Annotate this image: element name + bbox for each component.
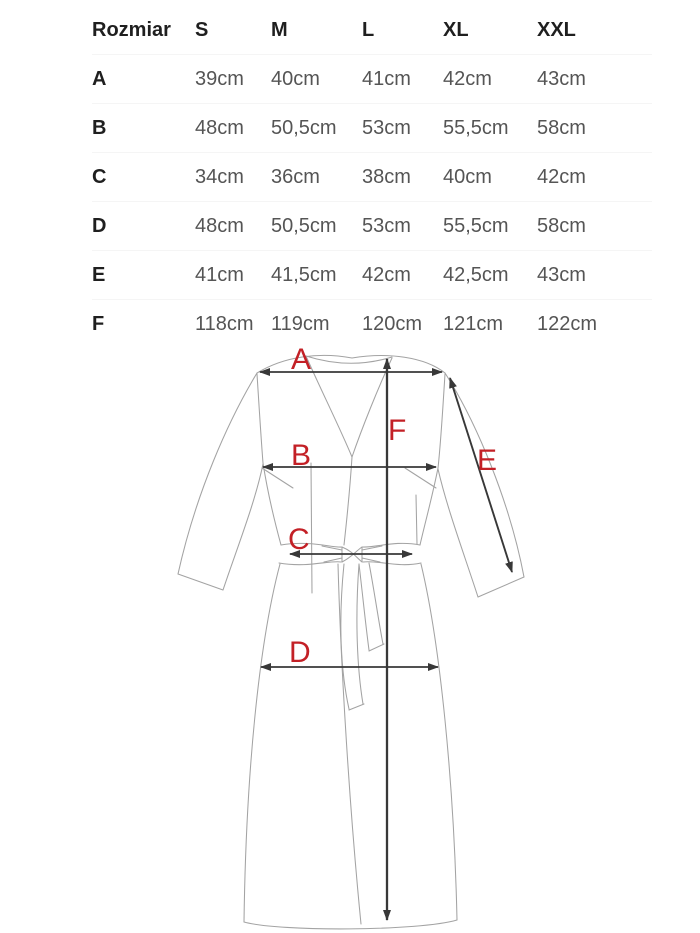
measurement-value: 53cm xyxy=(362,214,411,237)
size-row-b xyxy=(92,104,652,153)
column-header-l: L xyxy=(362,18,375,41)
measurement-value: 42cm xyxy=(443,67,492,90)
dress-outline xyxy=(178,355,524,929)
measure-label-a: A xyxy=(291,343,312,376)
measure-label-f: F xyxy=(388,414,407,447)
hem-line xyxy=(244,920,457,929)
right-armhole-seam xyxy=(438,374,445,468)
row-label: E xyxy=(92,263,106,286)
measurement-value: 41cm xyxy=(195,263,244,286)
size-row-c xyxy=(92,153,652,202)
right-dart-line xyxy=(405,468,436,488)
measurement-value: 36cm xyxy=(271,165,320,188)
left-side-seam xyxy=(263,463,281,545)
wrap-edge-lower xyxy=(338,564,361,924)
measurement-value: 50,5cm xyxy=(271,214,337,237)
size-row-e xyxy=(92,251,652,300)
measurement-value: 48cm xyxy=(195,116,244,139)
measurement-value: 42,5cm xyxy=(443,263,509,286)
measurement-value: 122cm xyxy=(537,312,598,335)
left-crease-line xyxy=(311,463,312,593)
row-label: B xyxy=(92,116,107,139)
belt-bottom-edge xyxy=(279,562,421,565)
measurement-value: 34cm xyxy=(195,165,244,188)
measurement-value: 119cm xyxy=(271,312,330,335)
measurement-value: 43cm xyxy=(537,263,586,286)
wrap-edge-upper xyxy=(344,457,352,545)
column-header-xxl: XXL xyxy=(537,18,576,41)
right-sleeve-inner xyxy=(438,469,478,597)
measurement-value: 43cm xyxy=(537,67,586,90)
measurement-value: 121cm xyxy=(443,312,504,335)
size-table xyxy=(92,6,652,348)
column-header-s: S xyxy=(195,18,209,41)
measurement-value: 53cm xyxy=(362,116,411,139)
measurement-value: 58cm xyxy=(537,214,586,237)
left-lapel-line xyxy=(306,356,352,457)
table-header-row xyxy=(92,6,652,55)
measurement-value: 58cm xyxy=(537,116,586,139)
skirt-left-edge xyxy=(244,564,280,922)
row-label: C xyxy=(92,165,107,188)
belt-tie-long xyxy=(341,564,364,710)
measurement-value: 120cm xyxy=(362,312,423,335)
size-row-a xyxy=(92,55,652,104)
skirt-right-edge xyxy=(421,564,457,920)
measurement-value: 42cm xyxy=(362,263,411,286)
size-row-f xyxy=(92,300,652,348)
collar-line xyxy=(257,355,445,373)
measure-label-d: D xyxy=(289,636,311,669)
dress-line-art xyxy=(0,343,700,933)
table-body xyxy=(92,55,652,348)
left-armhole-seam xyxy=(257,374,263,463)
measurement-value: 40cm xyxy=(271,67,320,90)
size-row-d xyxy=(92,202,652,251)
dress-measurement-diagram xyxy=(0,343,700,933)
left-sleeve-inner xyxy=(223,464,263,590)
measurement-value: 39cm xyxy=(195,67,244,90)
measurement-value: 48cm xyxy=(195,214,244,237)
measurement-value: 40cm xyxy=(443,165,492,188)
measurement-value: 42cm xyxy=(537,165,586,188)
measure-label-b: B xyxy=(291,439,312,472)
left-cuff xyxy=(178,574,223,590)
measurement-value: 41,5cm xyxy=(271,263,337,286)
column-header-rozmiar: Rozmiar xyxy=(92,18,171,41)
measure-label-c: C xyxy=(288,523,310,556)
measurement-value: 41cm xyxy=(362,67,411,90)
measure-label-e: E xyxy=(477,444,498,477)
belt-tie-short xyxy=(359,563,384,651)
measurement-value: 50,5cm xyxy=(271,116,337,139)
measurement-value: 55,5cm xyxy=(443,214,509,237)
measurement-value: 118cm xyxy=(195,312,254,335)
measurement-value: 38cm xyxy=(362,165,411,188)
column-header-m: M xyxy=(271,18,288,41)
row-label: D xyxy=(92,214,107,237)
row-label: A xyxy=(92,67,107,90)
measurement-labels xyxy=(288,343,497,669)
column-header-xl: XL xyxy=(443,18,469,41)
right-cuff xyxy=(478,577,524,597)
right-crease-line xyxy=(416,495,417,544)
left-sleeve-outer xyxy=(178,373,257,574)
measurement-value: 55,5cm xyxy=(443,116,509,139)
row-label: F xyxy=(92,312,105,335)
